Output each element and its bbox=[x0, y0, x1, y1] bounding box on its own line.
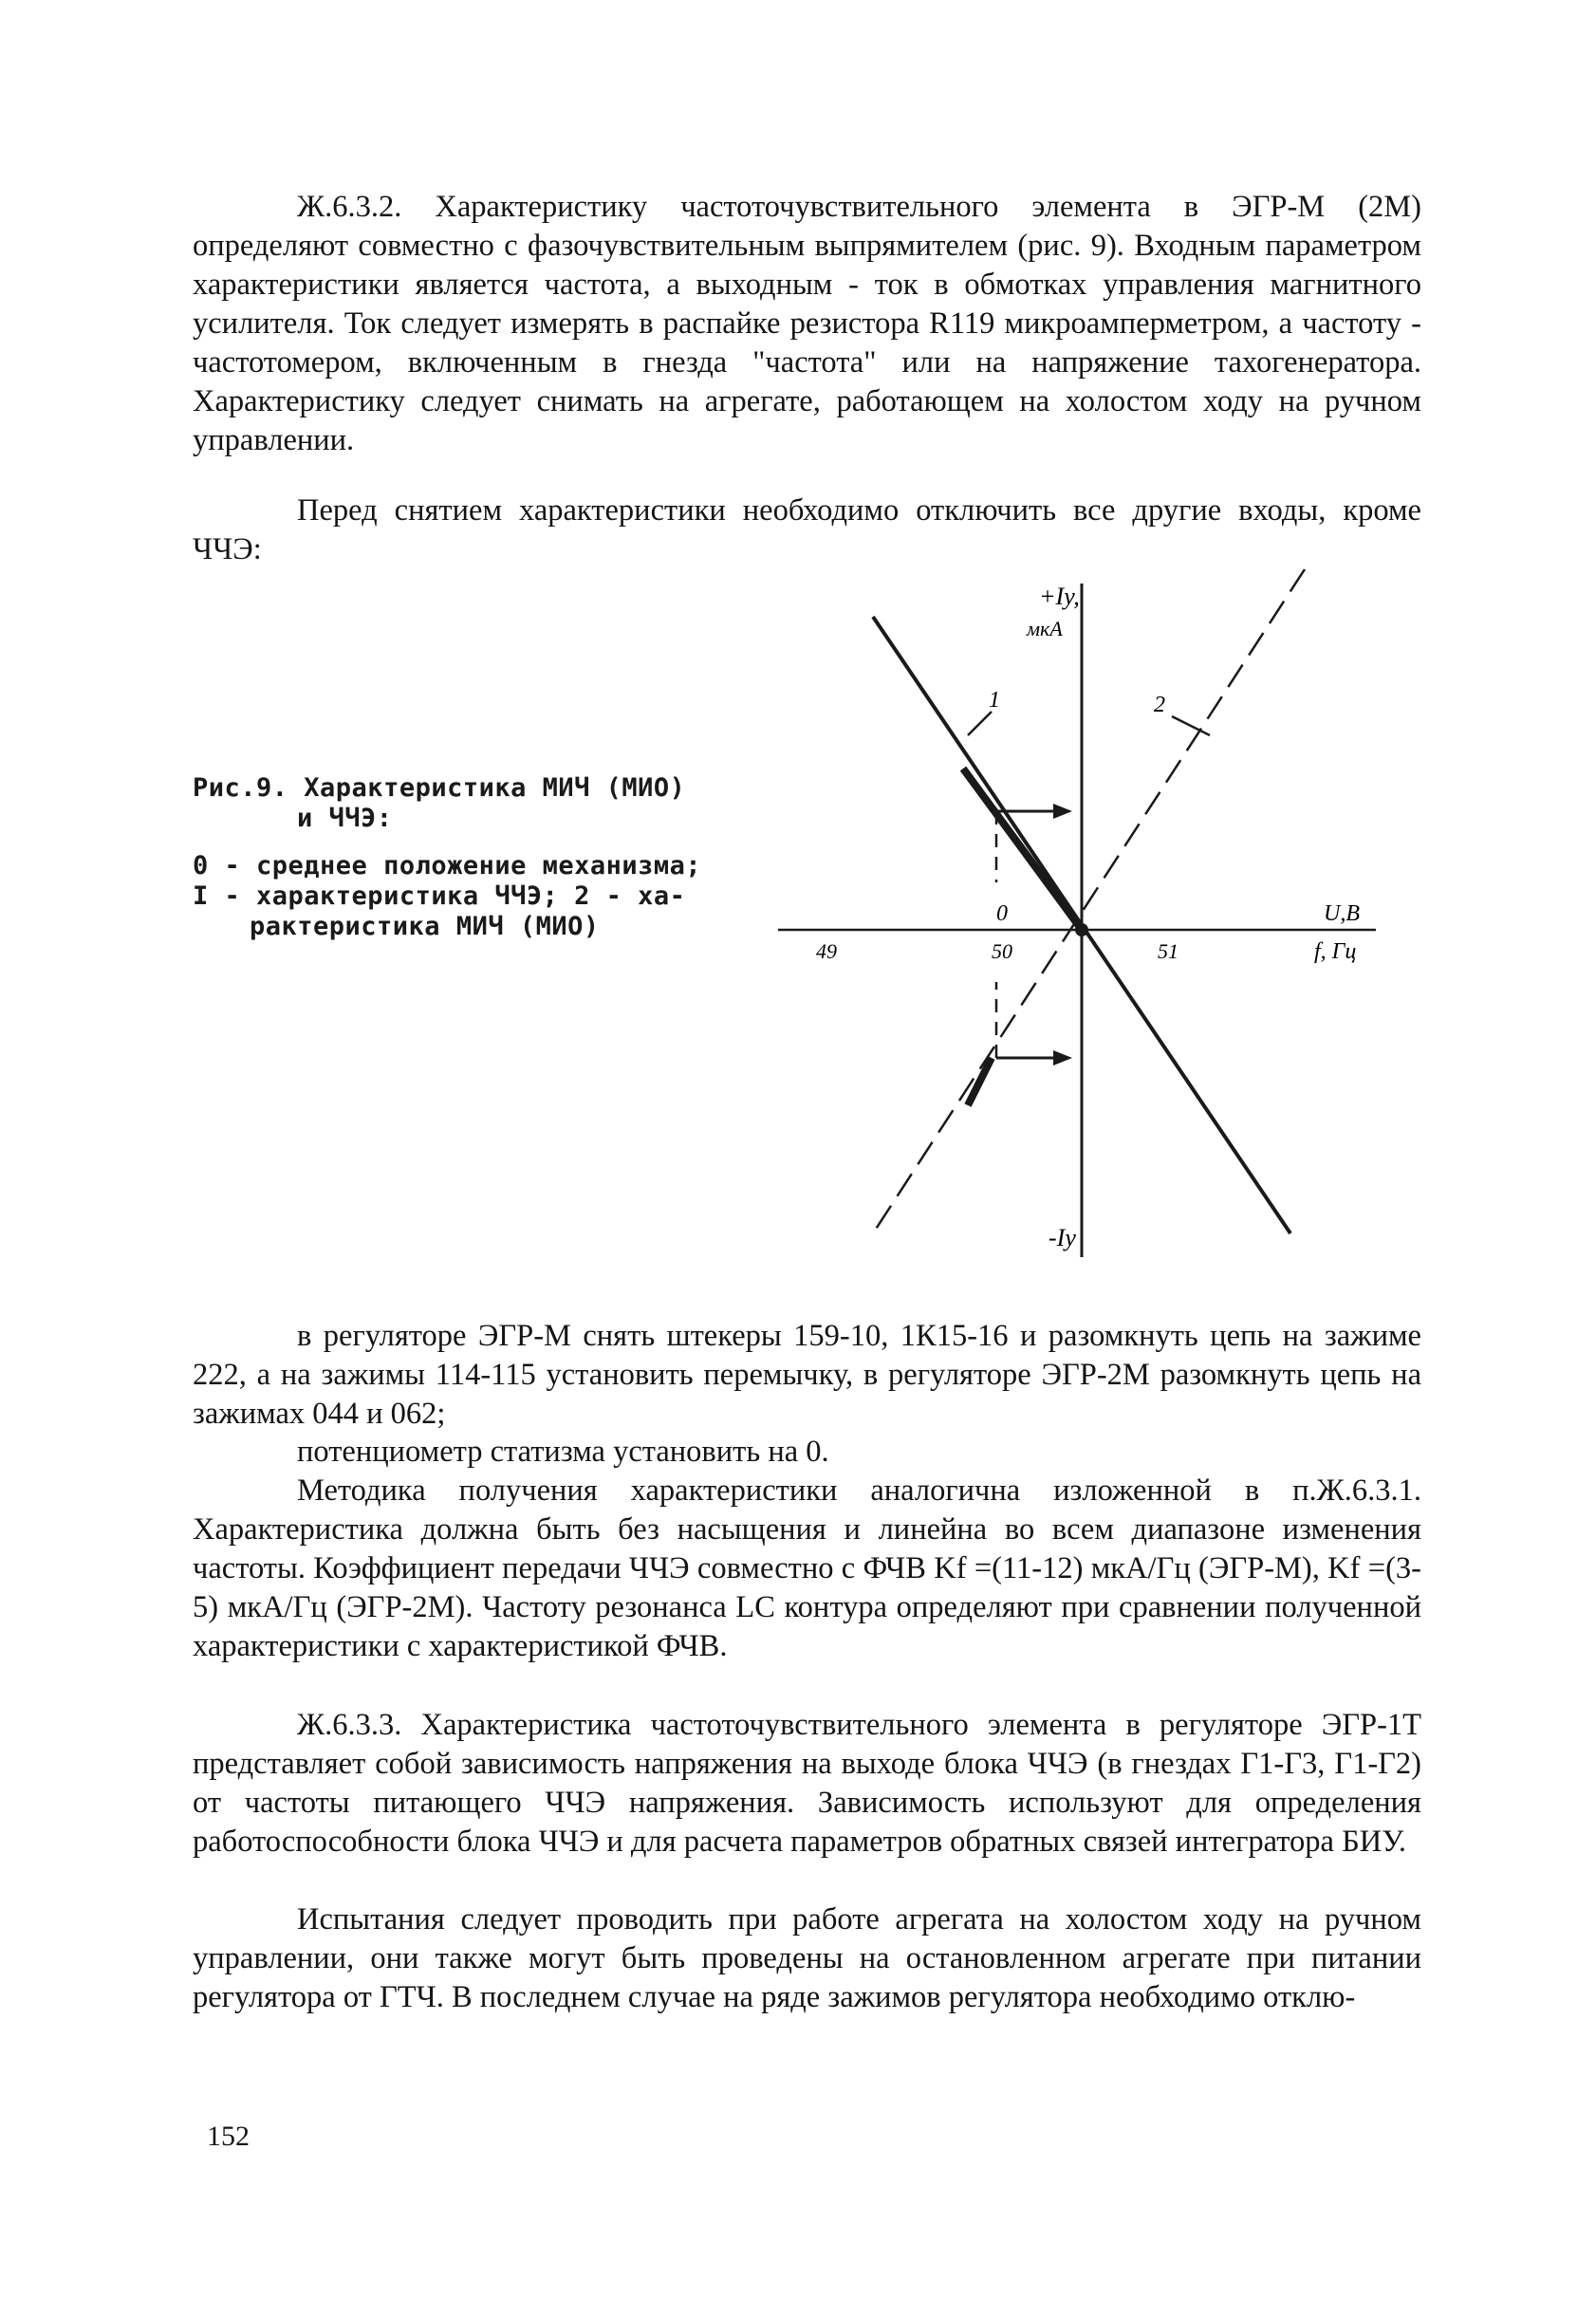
figure-caption-line-2: рактеристика МИЧ (МИО) bbox=[250, 912, 600, 941]
paragraph-zh-6-3-2: Ж.6.3.2. Характеристику частоточувствительного элемента в ЭГР-М (2М) определяют совместно с фазочувствительным выпрямителем (рис. 9). Входным параметром характеристики является частота, а выходным - ток в обмотках управления магнитного усилителя. Ток следует измерять в распайке резистора R119 микроамперметром, а частоту - частотомером, включенным в гнезда "частота" или на напряжение тахогенератора. Характеристику следует снимать на агрегате, работающем на холостом ходу на ручном управлении. bbox=[193, 190, 1421, 457]
tick-50: 50 bbox=[992, 939, 1012, 963]
paragraph-tests: Испытания следует проводить при работе агрегата на холостом ходу на ручном управлении, они также могут быть проведены на остановленном агрегате при питании регулятора от ГТЧ. В последнем случае на ряде зажимов регулятора необходимо отклю- bbox=[193, 1902, 1421, 2014]
figure-caption bbox=[193, 773, 781, 942]
x-axis-label-f: f, Гц bbox=[1314, 939, 1357, 964]
figure-caption-line-0: 0 - среднее положение механизма; bbox=[193, 851, 702, 880]
origin-label: 0 bbox=[996, 901, 1008, 926]
y-axis-unit: мкА bbox=[1027, 617, 1063, 640]
tick-51: 51 bbox=[1158, 939, 1178, 963]
y-axis-top-label: +Iy, bbox=[1039, 583, 1080, 610]
paragraph-method: Методика получения характеристики аналогична изложенной в п.Ж.6.3.1. Характеристика должна быть без насыщения и линейна во всем диапазоне изменения частоты. Коэффициент передачи ЧЧЭ совместно с ФЧВ Kf =(11-12) мкА/Гц (ЭГР-М), Kf =(3-5) мкА/Гц (ЭГР-2М). Частоту резонанса LC контура определяют при сравнении полученной характеристики с характеристикой ФЧВ. bbox=[193, 1473, 1421, 1663]
line-1-label: 1 bbox=[989, 688, 1000, 713]
figure-caption-title: Рис.9. Характеристика МИЧ (МИО) bbox=[193, 773, 686, 803]
y-axis-bottom-label: -Iy bbox=[1049, 1224, 1076, 1251]
line-2-label: 2 bbox=[1154, 693, 1165, 717]
leader-2 bbox=[1172, 716, 1210, 735]
characteristic-line-2 bbox=[873, 569, 1305, 1233]
characteristic-figure bbox=[778, 555, 1385, 1276]
characteristic-line-1-bold bbox=[963, 769, 1082, 930]
figure-caption-title-cont: и ЧЧЭ: bbox=[297, 804, 393, 833]
tick-49: 49 bbox=[816, 939, 837, 963]
arrow-upper-head bbox=[1053, 804, 1072, 819]
paragraph-egr-m-steps: в регуляторе ЭГР-М снять штекеры 159-10, 1К15-16 и разомкнуть цепь на зажиме 222, а на зажимы 114-115 установить перемычку, в регуляторе ЭГР-2М разомкнуть цепь на зажимах 044 и 062; bbox=[193, 1319, 1421, 1431]
paragraph-zh-6-3-3: Ж.6.3.3. Характеристика частоточувствительного элемента в регуляторе ЭГР-1Т представляет собой зависимость напряжения на выходе блока ЧЧЭ (в гнездах Г1-Г3, Г1-Г2) от частоты питающего ЧЧЭ напряжения. Зависимость используют для определения работоспособности блока ЧЧЭ и для расчета параметров обратных связей интегратора БИУ. bbox=[193, 1708, 1421, 1859]
leader-1 bbox=[968, 712, 992, 735]
paragraph-potentiometer: потенциометр статизма установить на 0. bbox=[297, 1435, 829, 1469]
x-axis-label-u: U,B bbox=[1324, 901, 1360, 926]
figure-caption-line-1: I - характеристика ЧЧЭ; 2 - ха- bbox=[193, 881, 686, 911]
page-number: 152 bbox=[207, 2121, 250, 2152]
paragraph-disconnect-inputs: Перед снятием характеристики необходимо отключить все другие входы, кроме ЧЧЭ: bbox=[193, 493, 1421, 566]
arrow-lower-head bbox=[1053, 1050, 1072, 1066]
origin-point bbox=[1075, 923, 1088, 936]
